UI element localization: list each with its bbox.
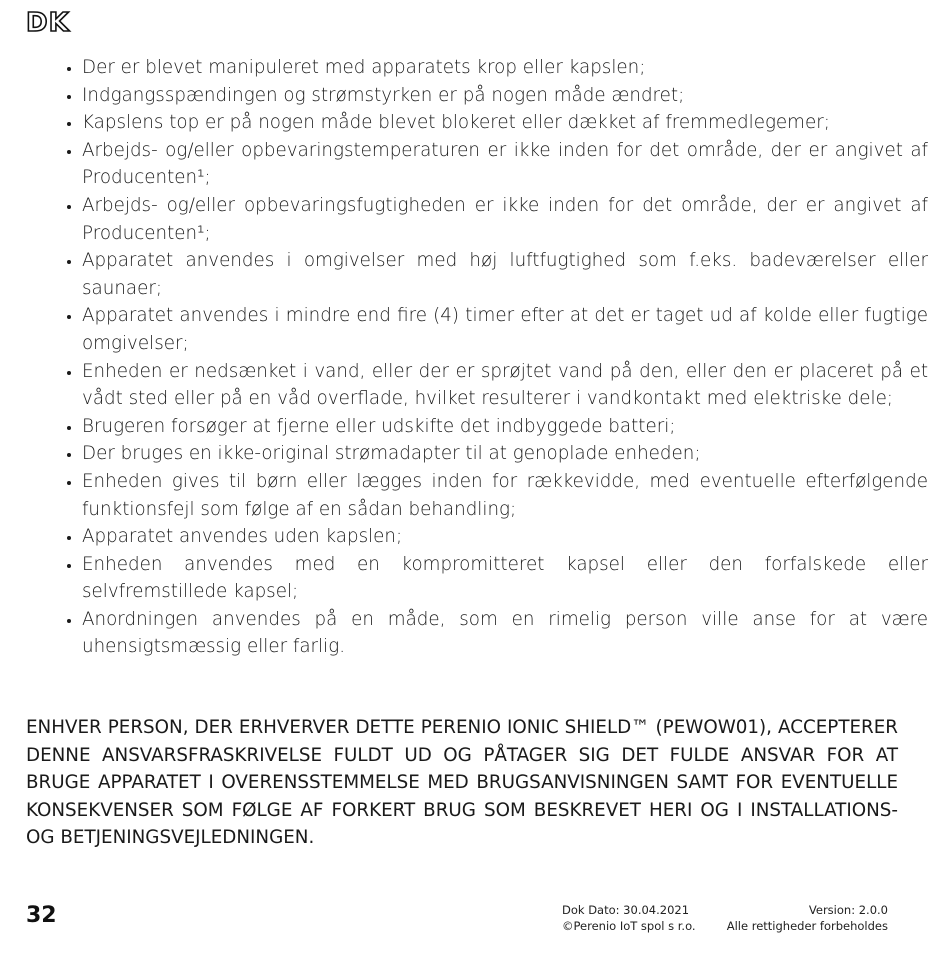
rights-reserved: Alle rettigheder forbeholdes	[726, 918, 888, 933]
list-item: • Apparatet anvendes i omgivelser med høj luftfugtighed som f.eks. badeværelser eller saunaer;	[82, 247, 928, 302]
list-item: • Anordningen anvendes på en måde, som en rimelig person ville anse for at være uhensigtsmæssig eller farlig.	[82, 606, 928, 661]
list-item: • Enheden er nedsænket i vand, eller der er sprøjtet vand på den, eller den er placeret på et vådt sted eller på en våd overflade, hvilket resulterer i vandkontakt med elektriske dele;	[82, 358, 928, 413]
copyright: ©Perenio IoT spol s r.o.	[562, 918, 696, 933]
doc-version: Version: 2.0.0	[808, 903, 888, 917]
list-item: • Arbejds- og/eller opbevaringsfugtigheden er ikke inden for det område, der er angivet af Producenten¹;	[82, 192, 928, 247]
language-code: DK	[26, 8, 70, 38]
list-item: • Der bruges en ikke-original strømadapter til at genoplade enheden;	[82, 440, 928, 468]
list-item: • Der er blevet manipuleret med apparatets krop eller kapslen;	[82, 54, 928, 82]
list-item: • Enheden gives til børn eller lægges inden for rækkevidde, med eventuelle efterfølgende funktionsfejl som følge af en sådan behandling;	[82, 468, 928, 523]
list-item: • Kapslens top er på nogen måde blevet blokeret eller dækket af fremmedlegemer;	[82, 109, 928, 137]
disclaimer-paragraph: ENHVER PERSON, DER ERHVERVER DETTE PERENIO IONIC SHIELD™ (PEWOW01), ACCEPTERER DENNE ANSVARSFRASKRIVELSE FULDT UD OG PÅTAGER SIG DET FULDE ANSVAR FOR AT BRUGE APPARATET I OVERENSSTEMMELSE MED BRUGSANVISNINGEN SAMT FOR EVENTUELLE KONSEKVENSER SOM FØLGE AF FORKERT BRUG SOM BESKREVET HERI OG I INSTALLATIONS- OG BETJENINGSVEJLEDNINGEN.	[26, 717, 898, 849]
list-item: • Arbejds- og/eller opbevaringstemperaturen er ikke inden for det område, der er angivet af Producenten¹;	[82, 137, 928, 192]
doc-date: Dok Dato: 30.04.2021	[562, 903, 690, 917]
conditions-list	[52, 54, 928, 661]
list-item: • Enheden anvendes med en kompromitteret kapsel eller den forfalskede eller selvfremstillede kapsel;	[82, 551, 928, 606]
list-item: • Apparatet anvendes i mindre end fire (4) timer efter at det er taget ud af kolde eller fugtige omgivelser;	[82, 302, 928, 357]
list-item: • Apparatet anvendes uden kapslen;	[82, 523, 928, 551]
page-number: 32	[26, 903, 57, 928]
list-item: • Brugeren forsøger at fjerne eller udskifte det indbyggede batteri;	[82, 413, 928, 441]
list-item: • Indgangsspændingen og strømstyrken er på nogen måde ændret;	[82, 82, 928, 110]
document-meta	[562, 903, 888, 934]
